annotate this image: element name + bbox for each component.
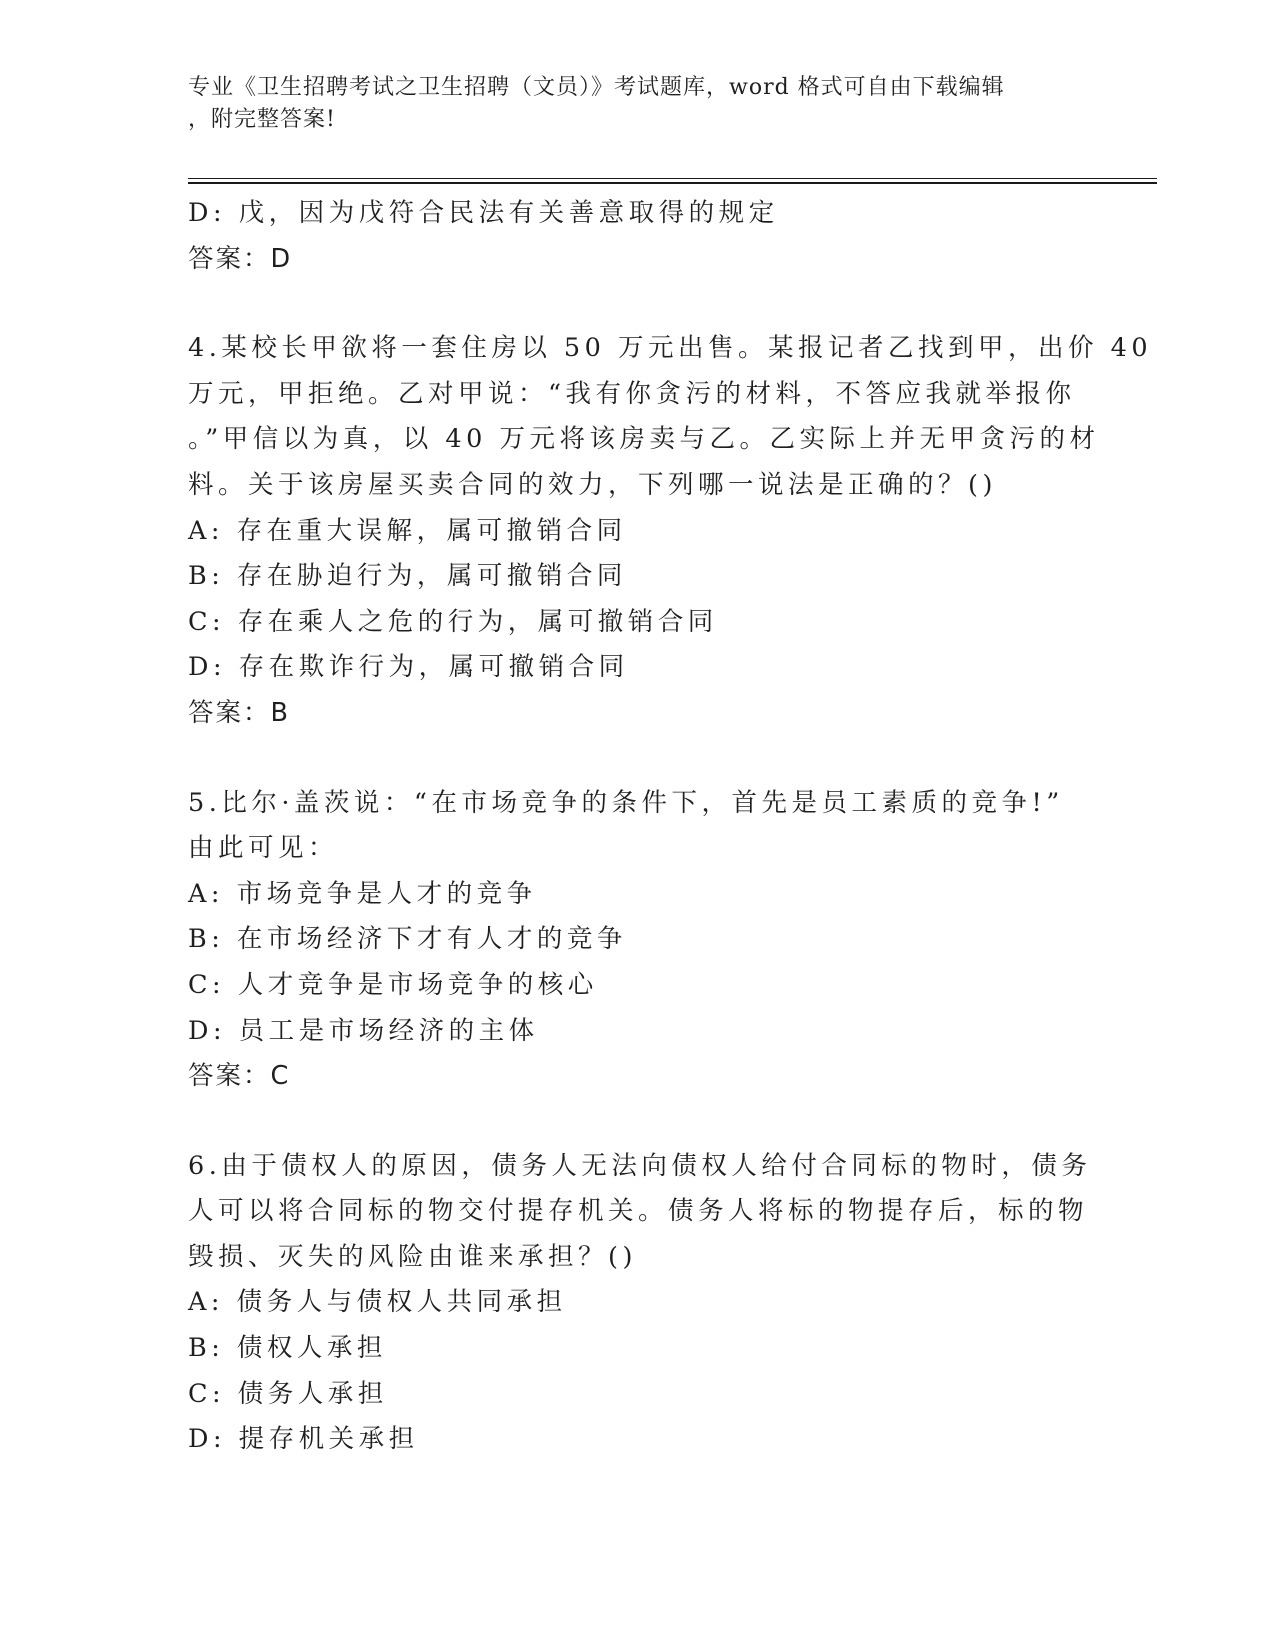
option-b: B: 存在胁迫行为，属可撤销合同 [188, 561, 627, 592]
question-4 [188, 326, 1153, 736]
option-a: A: 债务人与债权人共同承担 [188, 1287, 567, 1318]
spacer [188, 1100, 1088, 1144]
question-stem-line: 由此可见： [188, 833, 339, 864]
question-5 [188, 781, 1088, 1100]
option-b: B: 债权人承担 [188, 1333, 387, 1364]
header-divider-thin [188, 178, 1157, 179]
option-d: D: 存在欺诈行为，属可撤销合同 [188, 652, 629, 683]
question-stem-line: 。”甲信以为真，以 40 万元将该房卖与乙。乙实际上并无甲贪污的材 [188, 424, 1100, 455]
answer-line: 答案：C [188, 1061, 291, 1092]
question-content [188, 191, 1153, 1463]
option-c: C: 债务人承担 [188, 1378, 388, 1409]
prev-question-block [188, 191, 1088, 282]
header-divider-thick [188, 182, 1157, 184]
option-b: B: 在市场经济下才有人才的竞争 [188, 924, 627, 955]
question-stem-line: 4.某校长甲欲将一套住房以 50 万元出售。某报记者乙找到甲，出价 40 [188, 333, 1153, 364]
option-c: C: 人才竞争是市场竞争的核心 [188, 969, 598, 1000]
option-a: A: 存在重大误解，属可撤销合同 [188, 515, 627, 546]
question-stem-line: 5.比尔·盖茨说：“在市场竞争的条件下，首先是员工素质的竞争!” [188, 787, 1064, 818]
option-d: D: 员工是市场经济的主体 [188, 1015, 539, 1046]
option-d: D: 戊，因为戊符合民法有关善意取得的规定 [188, 198, 779, 228]
option-a: A: 市场竞争是人才的竞争 [188, 878, 537, 909]
question-6 [188, 1144, 1092, 1463]
question-stem-line: 料。关于该房屋买卖合同的效力，下列哪一说法是正确的？() [188, 469, 997, 500]
question-stem-line: 毁损、灭失的风险由谁来承担？() [188, 1241, 637, 1272]
question-stem-line: 6.由于债权人的原因，债务人无法向债权人给付合同标的物时，债务 [188, 1150, 1092, 1181]
spacer [188, 282, 1088, 326]
header-line-2: ，附完整答案! [188, 107, 336, 132]
header-line-1: 专业《卫生招聘考试之卫生招聘（文员）》考试题库，word 格式可自由下载编辑 [188, 75, 1005, 100]
answer-line: 答案：B [188, 697, 290, 728]
answer-line: 答案：D [188, 243, 293, 274]
option-d: D: 提存机关承担 [188, 1424, 419, 1455]
spacer [188, 737, 1088, 781]
question-stem-line: 万元，甲拒绝。乙对甲说：“我有你贪污的材料，不答应我就举报你 [188, 378, 1076, 409]
question-stem-line: 人可以将合同标的物交付提存机关。债务人将标的物提存后，标的物 [188, 1196, 1089, 1227]
option-c: C: 存在乘人之危的行为，属可撤销合同 [188, 606, 718, 637]
document-header [188, 72, 1068, 136]
